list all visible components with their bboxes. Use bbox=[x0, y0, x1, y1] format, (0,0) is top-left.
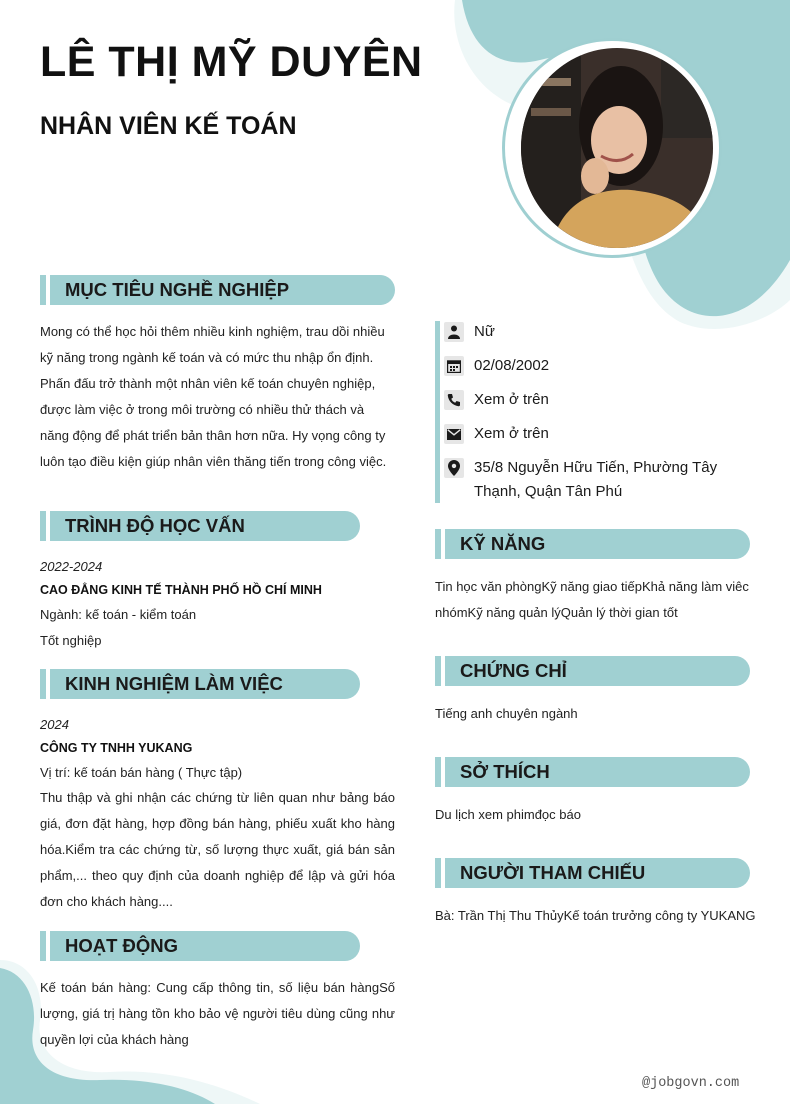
section-header-objective bbox=[40, 275, 395, 305]
contact-birthday: 02/08/2002 bbox=[474, 357, 550, 374]
activities-title: HOẠT ĐỘNG bbox=[65, 935, 179, 956]
section-header-hobbies bbox=[435, 757, 750, 787]
person-icon bbox=[444, 322, 464, 342]
contact-phone: Xem ở trên bbox=[474, 391, 549, 408]
hobbies-text: Du lịch xem phimđọc báo bbox=[435, 807, 581, 822]
section-header-skills bbox=[435, 529, 750, 559]
education-status: Tốt nghiệp bbox=[40, 633, 102, 648]
contact-address-line2: Thạnh, Quận Tân Phú bbox=[474, 483, 623, 500]
contact-address-line1: 35/8 Nguyễn Hữu Tiến, Phường Tây bbox=[474, 459, 718, 476]
phone-icon bbox=[444, 390, 464, 410]
section-header-education bbox=[40, 511, 360, 541]
certificates-title: CHỨNG CHỈ bbox=[460, 660, 567, 681]
education-major: Ngành: kế toán - kiểm toán bbox=[40, 607, 197, 622]
contact-email: Xem ở trên bbox=[474, 425, 549, 442]
section-header-certificates bbox=[435, 656, 750, 686]
references-text: Bà: Trần Thị Thu ThủyKế toán trưởng công ty YUKANG bbox=[435, 908, 756, 923]
skills-line-2: nhómKỹ năng quản lýQuản lý thời gian tốt bbox=[435, 605, 678, 620]
experience-year: 2024 bbox=[40, 717, 69, 732]
certificates-text: Tiếng anh chuyên ngành bbox=[435, 706, 578, 721]
calendar-icon bbox=[444, 356, 464, 376]
candidate-name: LÊ THỊ MỸ DUYÊN bbox=[40, 38, 423, 86]
education-title: TRÌNH ĐỘ HỌC VẤN bbox=[65, 515, 245, 536]
contact-gender: Nữ bbox=[474, 323, 495, 340]
job-title: NHÂN VIÊN KẾ TOÁN bbox=[40, 112, 297, 140]
experience-title: KINH NGHIỆM LÀM VIỆC bbox=[65, 673, 283, 694]
education-school: CAO ĐẲNG KINH TẾ THÀNH PHỐ HỒ CHÍ MINH bbox=[40, 583, 322, 597]
skills-line-1: Tin học văn phòngKỹ năng giao tiếpKhả năng làm viêc bbox=[435, 579, 749, 594]
skills-title: KỸ NĂNG bbox=[460, 533, 546, 554]
section-header-activities bbox=[40, 931, 360, 961]
watermark: @jobgovn.com bbox=[642, 1076, 740, 1091]
location-pin-icon bbox=[444, 458, 464, 478]
objective-text: Mong có thể học hỏi thêm nhiều kinh nghiệm, trau dồi nhiều kỹ năng trong ngành kế toán và có mức thu nhập ổn định. Phấn đấu trở thành một nhân viên kế toán chuyên nghiệp, được làm việc ở trong môi trường có nhiều thử thách và năng động để phát triển bản thân hơn nữa. Hy vọng công ty luôn tạo điều kiện giúp nhân viên thăng tiến trong công việc. bbox=[40, 324, 387, 469]
section-header-references bbox=[435, 858, 750, 888]
contact-accent-bar bbox=[435, 321, 440, 503]
objective-title: MỤC TIÊU NGHỀ NGHIỆP bbox=[65, 279, 290, 300]
references-title: NGƯỜI THAM CHIẾU bbox=[460, 862, 646, 883]
profile-photo bbox=[521, 48, 713, 248]
email-icon bbox=[444, 424, 464, 444]
hobbies-title: SỞ THÍCH bbox=[460, 761, 550, 782]
activities-text: Kế toán bán hàng: Cung cấp thông tin, số liệu bán hàngSố lượng, giá trị hàng tồn kho bảo vệ người tiêu dùng cũng như quyền lợi của khách hàng bbox=[40, 980, 395, 1047]
section-header-experience bbox=[40, 669, 360, 699]
experience-position: Vị trí: kế toán bán hàng ( Thực tập) bbox=[40, 765, 243, 780]
experience-description: Thu thập và ghi nhận các chứng từ liên quan như bảng báo giá, đơn đặt hàng, hợp đồng bán hàng, phiếu xuất kho hàng hóa.Kiểm tra các chứng từ, số lượng thực xuất, giá bán sản phẩm,... theo quy định của doanh nghiệp để lập và gửi hóa đơn cho khách hàng.... bbox=[40, 790, 395, 909]
education-period: 2022-2024 bbox=[40, 559, 103, 574]
experience-company: CÔNG TY TNHH YUKANG bbox=[40, 741, 193, 755]
